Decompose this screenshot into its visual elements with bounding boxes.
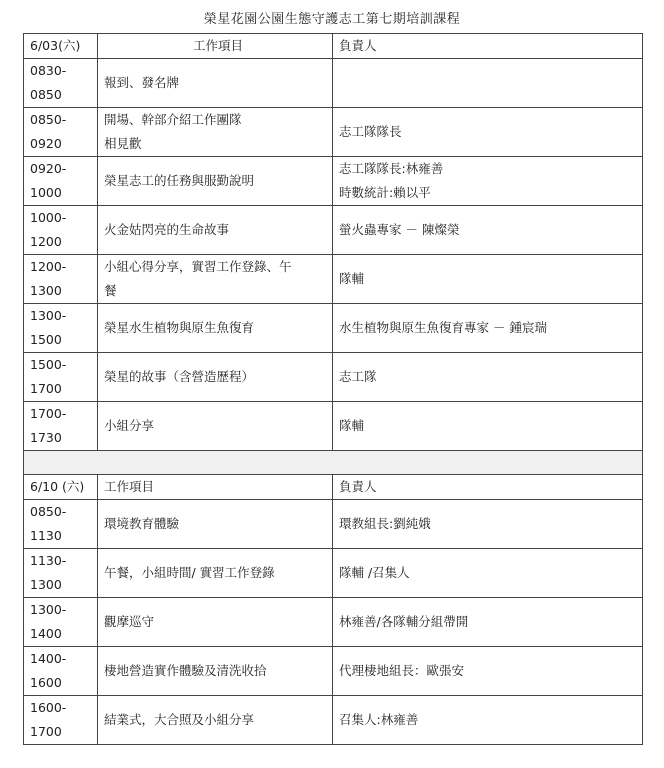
time-end: 1200 <box>30 234 62 249</box>
work-item-cell <box>98 549 333 598</box>
work-item-cell-line: 榮星水生植物與原生魚復育 <box>104 320 255 335</box>
work-item-cell-line: 棲地營造實作體驗及清洗收拾 <box>104 663 267 678</box>
work-item-cell-line: 開場、幹部介紹工作團隊 <box>104 112 242 127</box>
schedule-row <box>24 157 643 206</box>
time-start: 0850- <box>30 112 67 127</box>
person-in-charge-cell <box>333 157 643 206</box>
time-cell <box>24 353 98 402</box>
schedule-body <box>24 34 643 745</box>
person-in-charge-cell-line: 志工隊 <box>339 369 377 384</box>
day2-person-header: 負責人 <box>333 475 643 500</box>
schedule-row <box>24 598 643 647</box>
work-item-cell <box>98 353 333 402</box>
schedule-row <box>24 304 643 353</box>
time-cell <box>24 696 98 745</box>
schedule-row <box>24 549 643 598</box>
day1-date: 6/03(六) <box>24 34 98 59</box>
person-in-charge-cell <box>333 59 643 108</box>
schedule-row <box>24 353 643 402</box>
person-in-charge-cell <box>333 353 643 402</box>
time-end: 1300 <box>30 577 62 592</box>
separator-row <box>24 451 643 475</box>
time-cell <box>24 549 98 598</box>
time-end: 0920 <box>30 136 62 151</box>
time-start: 0830- <box>30 63 67 78</box>
work-item-cell-line: 小組分享 <box>104 418 155 433</box>
work-item-cell <box>98 500 333 549</box>
time-start: 1700- <box>30 406 67 421</box>
time-start: 1300- <box>30 602 67 617</box>
person-in-charge-cell-line: 志工隊隊長:林雍善 <box>339 161 444 176</box>
person-in-charge-cell-line: 隊輔 /召集人 <box>339 565 410 580</box>
work-item-cell-line: 環境教育體驗 <box>104 516 180 531</box>
time-start: 1500- <box>30 357 67 372</box>
work-item-cell-line: 午餐，小組時間/ 實習工作登錄 <box>104 565 275 580</box>
schedule-row <box>24 647 643 696</box>
person-in-charge-cell-line: 隊輔 <box>339 418 365 433</box>
time-start: 1600- <box>30 700 67 715</box>
schedule-row <box>24 696 643 745</box>
schedule-row <box>24 206 643 255</box>
person-in-charge-cell <box>333 598 643 647</box>
work-item-cell <box>98 108 333 157</box>
time-end: 0850 <box>30 87 62 102</box>
person-in-charge-cell <box>333 402 643 451</box>
work-item-cell <box>98 402 333 451</box>
work-item-cell <box>98 255 333 304</box>
time-start: 1300- <box>30 308 67 323</box>
person-in-charge-cell <box>333 647 643 696</box>
time-cell <box>24 157 98 206</box>
person-in-charge-cell <box>333 549 643 598</box>
work-item-cell <box>98 647 333 696</box>
time-end: 1500 <box>30 332 62 347</box>
work-item-cell <box>98 696 333 745</box>
work-item-cell-line: 小組心得分享，實習工作登錄、午 <box>104 259 292 274</box>
person-in-charge-cell <box>333 206 643 255</box>
schedule-row <box>24 59 643 108</box>
schedule-row <box>24 255 643 304</box>
person-in-charge-cell <box>333 500 643 549</box>
person-in-charge-cell <box>333 255 643 304</box>
time-start: 0920- <box>30 161 67 176</box>
time-end: 1600 <box>30 675 62 690</box>
time-end: 1300 <box>30 283 62 298</box>
work-item-cell-line: 相見歡 <box>104 136 142 151</box>
person-in-charge-cell-line: 隊輔 <box>339 271 365 286</box>
work-item-cell-line: 結業式，大合照及小組分享 <box>104 712 255 727</box>
document-title: 榮星花園公園生態守護志工第七期培訓課程 <box>203 12 461 27</box>
time-start: 1400- <box>30 651 67 666</box>
work-item-cell <box>98 59 333 108</box>
time-end: 1000 <box>30 185 62 200</box>
time-cell <box>24 108 98 157</box>
person-in-charge-cell <box>333 696 643 745</box>
time-cell <box>24 402 98 451</box>
person-in-charge-cell-line: 環教組長:劉純娥 <box>339 516 431 531</box>
work-item-cell-line: 觀摩巡守 <box>104 614 155 629</box>
time-cell <box>24 304 98 353</box>
time-cell <box>24 647 98 696</box>
person-in-charge-cell <box>333 304 643 353</box>
work-item-cell <box>98 206 333 255</box>
time-end: 1700 <box>30 381 62 396</box>
work-item-cell-line: 火金姑閃亮的生命故事 <box>104 222 230 237</box>
time-end: 1700 <box>30 724 62 739</box>
time-cell <box>24 500 98 549</box>
time-end: 1400 <box>30 626 62 641</box>
schedule-row <box>24 500 643 549</box>
time-cell <box>24 598 98 647</box>
time-end: 1730 <box>30 430 62 445</box>
time-end: 1130 <box>30 528 62 543</box>
work-item-cell <box>98 157 333 206</box>
schedule-row <box>24 402 643 451</box>
person-in-charge-cell-line: 時數統計:賴以平 <box>339 185 431 200</box>
work-item-cell-line: 榮星的故事（含營造歷程） <box>104 369 255 384</box>
day1-work-header: 工作項目 <box>98 34 333 59</box>
person-in-charge-cell-line: 志工隊隊長 <box>339 124 402 139</box>
day2-header-row <box>24 475 643 500</box>
separator-cell <box>24 451 643 475</box>
time-start: 1130- <box>30 553 67 568</box>
person-in-charge-cell <box>333 108 643 157</box>
time-cell <box>24 255 98 304</box>
schedule-row <box>24 108 643 157</box>
person-in-charge-cell-line: 螢火蟲專家 － 陳燦榮 <box>339 222 460 237</box>
person-in-charge-cell-line: 林雍善/各隊輔分組帶開 <box>339 614 469 629</box>
day1-person-header: 負責人 <box>333 34 643 59</box>
schedule-table <box>23 33 643 745</box>
work-item-cell-line: 榮星志工的任務與服勤說明 <box>104 173 255 188</box>
work-item-cell-line: 報到、發名牌 <box>104 75 180 90</box>
day1-header-row <box>24 34 643 59</box>
work-item-cell-line: 餐 <box>104 283 117 298</box>
person-in-charge-cell-line: 水生植物與原生魚復育專家 － 鍾宸瑞 <box>339 320 547 335</box>
work-item-cell <box>98 598 333 647</box>
time-cell <box>24 59 98 108</box>
person-in-charge-cell-line: 代理棲地組長：歐張安 <box>339 663 465 678</box>
time-start: 1000- <box>30 210 67 225</box>
work-item-cell <box>98 304 333 353</box>
time-start: 1200- <box>30 259 67 274</box>
time-cell <box>24 206 98 255</box>
person-in-charge-cell-line: 召集人:林雍善 <box>339 712 419 727</box>
day2-work-header: 工作項目 <box>98 475 333 500</box>
day2-date: 6/10 (六) <box>24 475 98 500</box>
time-start: 0850- <box>30 504 67 519</box>
